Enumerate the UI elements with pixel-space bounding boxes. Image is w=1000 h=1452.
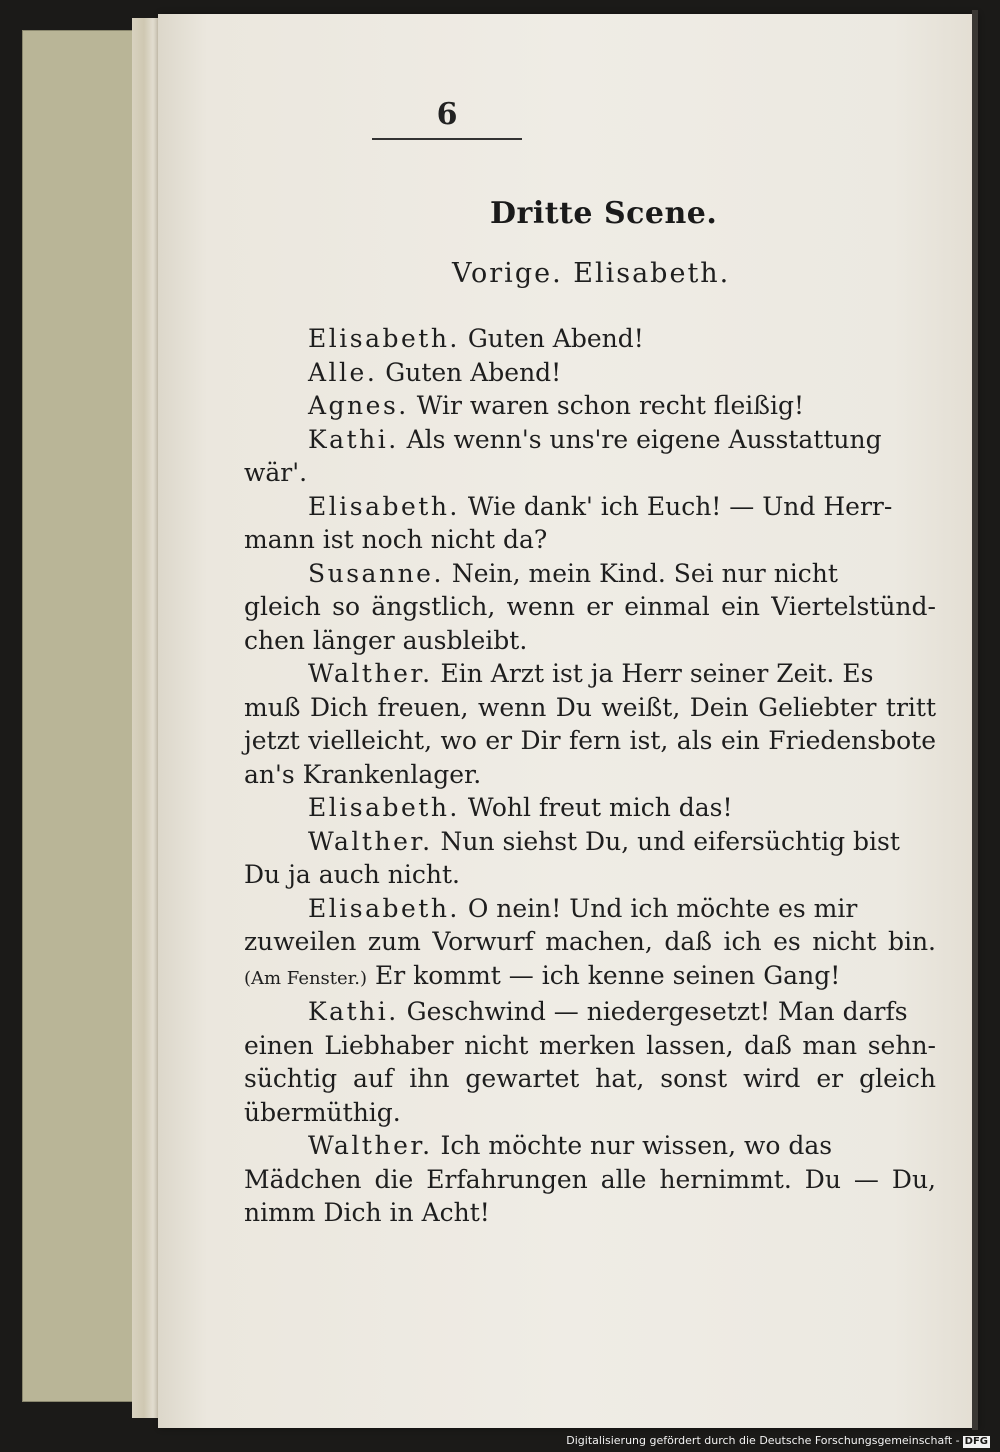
page-number: 6	[436, 97, 458, 132]
speech-text: Ein Arzt ist ja Herr seiner Zeit. Es	[440, 659, 874, 688]
speech-text: Als wenn's uns're eigene Ausstattung	[406, 424, 882, 454]
speech-text: Geschwind — niedergesetzt! Man darfs	[406, 997, 908, 1026]
page-edge-shadow	[972, 10, 978, 1430]
dialogue-paragraph	[244, 356, 936, 390]
speech-text: Guten Abend!	[385, 357, 562, 387]
speaker-name: Elisabeth.	[308, 491, 460, 521]
dialogue-paragraph	[244, 557, 936, 658]
speech-continuation: Du ja auch nicht.	[244, 860, 460, 889]
speech-text: Wie dank' ich Euch! — Und Herr-	[467, 491, 893, 521]
speech-continuation: wär'.	[244, 458, 308, 487]
speaker-name: Elisabeth.	[308, 893, 460, 923]
digitization-footer	[470, 1434, 990, 1452]
speech-text: Wohl freut mich das!	[467, 793, 733, 822]
speaker-name: Elisabeth.	[308, 793, 460, 822]
dialogue-paragraph	[244, 322, 936, 356]
speech-text: Nun siehst Du, und eifersüchtig bist	[440, 826, 900, 856]
dialogue-paragraph	[244, 825, 936, 892]
dialogue-paragraph	[244, 995, 936, 1129]
speech-continuation: zuweilen zum Vorwurf machen, daß ich es nicht bin.	[244, 927, 936, 956]
speaker-name: Walther.	[308, 826, 433, 856]
page-header	[372, 98, 522, 140]
speaker-name: Susanne.	[308, 558, 444, 588]
dialogue-paragraph	[244, 1129, 936, 1230]
speech-text: O nein! Und ich möchte es mir	[467, 893, 858, 923]
speech-text: Ich möchte nur wissen, wo das	[440, 1131, 833, 1160]
header-rule	[372, 138, 522, 140]
speech-continuation: einen Liebhaber nicht merken lassen, daß man sehn-süchtig auf ihn gewartet hat, sonst wird er gleich übermüthig.	[244, 1030, 936, 1127]
speaker-name: Kathi.	[308, 997, 399, 1026]
character-list: Vorige. Elisabeth.	[452, 258, 731, 289]
speech-continuation: Er kommt — ich kenne seinen Gang!	[375, 960, 841, 990]
dialogue-paragraph	[244, 389, 936, 423]
dialogue-text	[244, 322, 936, 1230]
scene-heading: Dritte Scene.	[490, 196, 718, 231]
dialogue-paragraph	[244, 657, 936, 791]
speaker-name: Elisabeth.	[308, 324, 460, 353]
dfg-logo: DFG	[964, 1436, 988, 1447]
speaker-name: Walther.	[308, 659, 433, 688]
footer-text: Digitalisierung gefördert durch die Deutsche Forschungsgemeinschaft -	[566, 1434, 960, 1447]
speech-continuation: Mädchen die Erfahrungen alle hernimmt. Du — Du, nimm Dich in Acht!	[244, 1164, 936, 1227]
speaker-name: Alle.	[308, 357, 378, 387]
speaker-name: Walther.	[308, 1131, 433, 1160]
speech-continuation: muß Dich freuen, wenn Du weißt, Dein Geliebter tritt jetzt vielleicht, wo er Dir fern ist, als ein Friedensbote an's Krankenlager.	[244, 692, 936, 789]
dialogue-paragraph	[244, 423, 936, 490]
speech-text: Wir waren schon recht fleißig!	[416, 391, 805, 420]
speaker-name: Agnes.	[308, 391, 409, 420]
dialogue-paragraph	[244, 791, 936, 825]
dialogue-paragraph	[244, 490, 936, 557]
dialogue-paragraph	[244, 892, 936, 996]
speech-text: Nein, mein Kind. Sei nur nicht	[451, 558, 838, 588]
speech-continuation: mann ist noch nicht da?	[244, 525, 548, 554]
stage-direction: (Am Fenster.)	[244, 967, 368, 989]
speech-text: Guten Abend!	[467, 324, 644, 353]
speaker-name: Kathi.	[308, 424, 399, 454]
speech-continuation: gleich so ängstlich, wenn er einmal ein Viertelstünd-chen länger ausbleibt.	[244, 592, 936, 655]
